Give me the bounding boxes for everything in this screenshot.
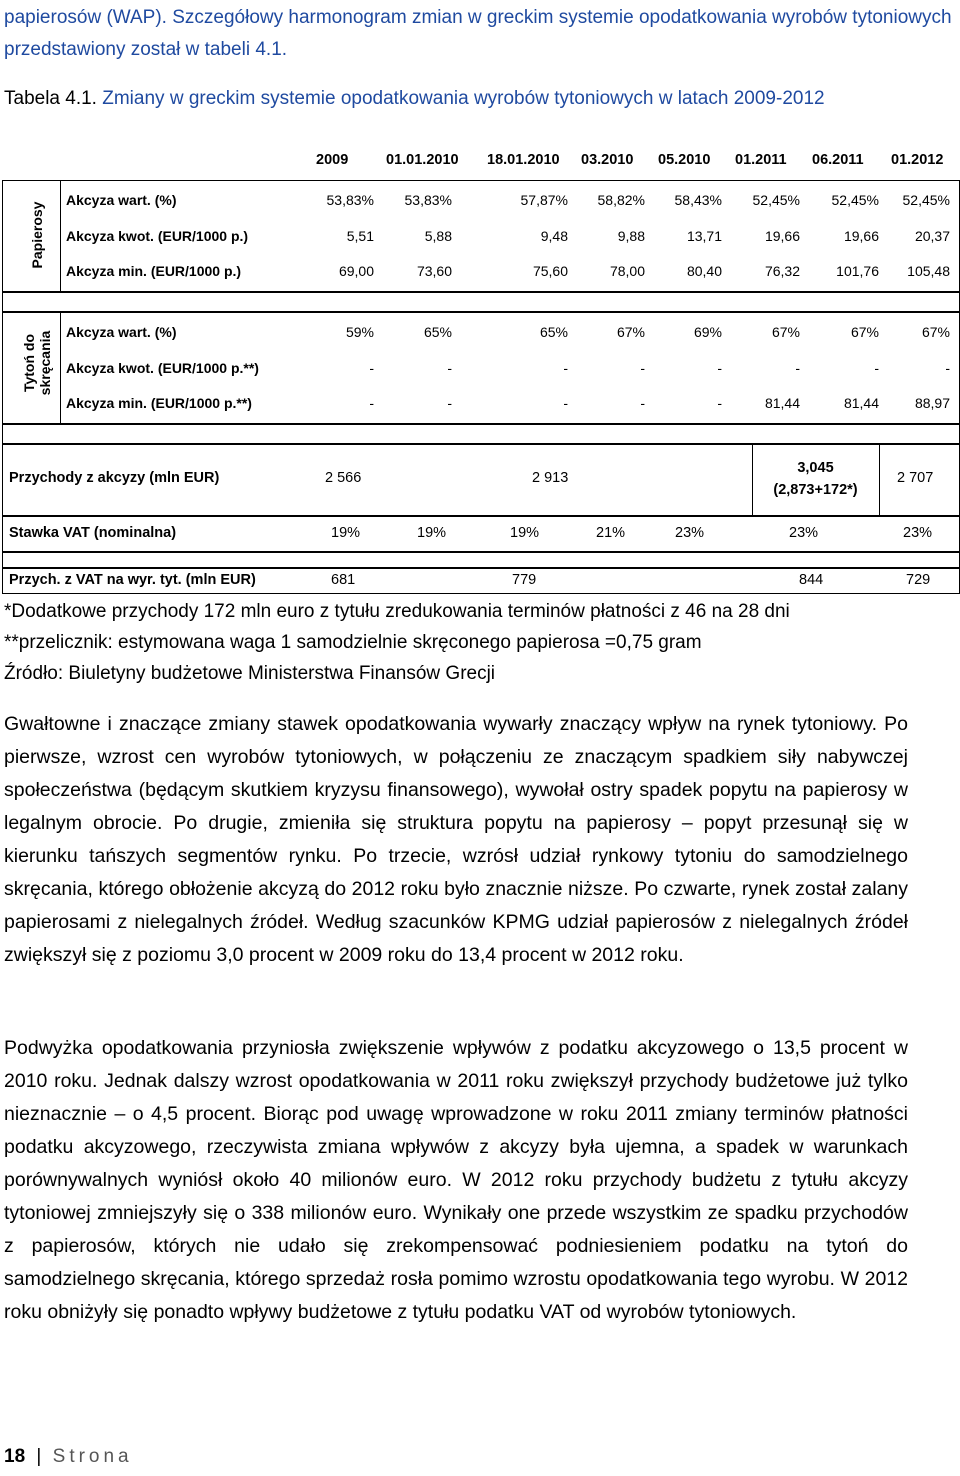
table-cell: 69%	[693, 324, 722, 340]
table-cell: 88,97	[914, 395, 950, 411]
table-cell: -	[447, 360, 452, 376]
table-cell: 67%	[850, 324, 879, 340]
vat-value: 23%	[903, 525, 933, 541]
table-cell: 105,48	[907, 263, 950, 279]
table-cell: 65%	[423, 324, 452, 340]
table-cell: 20,37	[914, 228, 950, 244]
table-cell: 5,88	[424, 228, 452, 244]
table-cell: 65%	[539, 324, 568, 340]
page-word: Strona	[52, 1446, 133, 1467]
table-cell: 9,48	[540, 228, 568, 244]
table-cell: 53,83%	[404, 192, 452, 208]
spacer-row	[2, 552, 960, 568]
table-cell: -	[563, 395, 568, 411]
header-date: 05.2010	[658, 152, 711, 168]
table-cell: 69,00	[338, 263, 374, 279]
row-label: Akcyza min. (EUR/1000 p.**)	[66, 395, 252, 411]
table-cell: 13,71	[686, 228, 722, 244]
revenue-2011: 3,045	[797, 460, 834, 476]
table-cell: -	[717, 395, 722, 411]
group-divider	[60, 180, 61, 292]
header-date: 03.2010	[581, 152, 634, 168]
group-divider	[60, 312, 61, 424]
table-cell: 81,44	[843, 395, 879, 411]
table-cell: 53,83%	[326, 192, 374, 208]
table-cell: 58,82%	[597, 192, 645, 208]
group-label-line: Tytoń do	[21, 333, 37, 393]
table-cell: -	[717, 360, 722, 376]
vat-revenue-value: 681	[331, 572, 356, 588]
group-label-line: skręcania	[37, 330, 53, 396]
table-cell: -	[640, 360, 645, 376]
table-cell: 52,45%	[752, 192, 800, 208]
header-date: 01.01.2010	[386, 152, 459, 168]
row-label: Akcyza wart. (%)	[66, 324, 177, 340]
footnote: *Dodatkowe przychody 172 mln euro z tytułu zredukowania terminów płatności z 46 na 28 dni	[4, 601, 790, 622]
header-date: 2009	[316, 152, 349, 168]
spacer-row	[2, 424, 960, 444]
table-cell: 19,66	[764, 228, 800, 244]
table-cell: -	[640, 395, 645, 411]
table-cell: 19,66	[843, 228, 879, 244]
footnote: **przelicznik: estymowana waga 1 samodzielnie skręconego papierosa =0,75 gram	[4, 632, 702, 653]
table-cell: -	[369, 360, 374, 376]
row-label: Akcyza kwot. (EUR/1000 p.)	[66, 228, 249, 244]
vat-value: 19%	[331, 525, 361, 541]
table-cell: -	[874, 360, 879, 376]
header-date: 06.2011	[812, 152, 864, 168]
table-cell: 101,76	[836, 263, 879, 279]
table-cell: 75,60	[532, 263, 568, 279]
table-cell: 52,45%	[831, 192, 879, 208]
cell-divider	[879, 444, 880, 516]
row-label: Akcyza wart. (%)	[66, 192, 177, 208]
table-cell: -	[945, 360, 950, 376]
table-cell: -	[447, 395, 452, 411]
revenue-2012: 2 707	[897, 470, 934, 486]
table-cell: -	[369, 395, 374, 411]
table-cell: 9,88	[617, 228, 645, 244]
vat-revenue-value: 844	[799, 572, 824, 588]
table-cell: 5,51	[346, 228, 374, 244]
vat-revenue-label: Przych. z VAT na wyr. tyt. (mln EUR)	[9, 572, 256, 588]
vat-value: 21%	[596, 525, 626, 541]
body-paragraph: Gwałtowne i znaczące zmiany stawek opodatkowania wywarły znaczący wpływ na rynek tytoniowy. Po pierwsze, wzrost cen wyrobów tytoniowych, w połączeniu ze znaczącym spadkiem siły nabywczej społeczeństwa (będącym skutkiem kryzysu finansowego), wywołał ostry spadek popytu na papierosy w legalnym obrocie. Po drugie, zmieniła się struktura popytu na papierosy – popyt przesunął się w kierunku tańszych segmentów rynku. Po trzecie, wzrósł udział rynkowy tytoniu do samodzielnego skręcania, którego obłożenie akcyzą do 2012 roku było znacznie niższe. Po czwarte, rynek został zalany papierosami z nielegalnych źródeł. Według szacunków KPMG udział papierosów z nielegalnych źródeł zwiększył się z poziomu 3,0 procent w 2009 roku do 13,4 procent w 2012 roku.	[4, 713, 908, 966]
table-cell: -	[563, 360, 568, 376]
source-note: Źródło: Biuletyny budżetowe Ministerstwa Finansów Grecji	[4, 663, 496, 684]
table-cell: 81,44	[764, 395, 800, 411]
cell-divider	[752, 444, 753, 516]
vat-revenue-value: 779	[512, 572, 537, 588]
group-label-tyton	[21, 309, 55, 417]
table-cell: 76,32	[764, 263, 800, 279]
header-date: 01.2011	[735, 152, 787, 168]
table-cell: 67%	[616, 324, 645, 340]
spacer-row	[2, 292, 960, 312]
table-cell: 58,43%	[674, 192, 722, 208]
revenue-2011-breakdown: (2,873+172*)	[773, 482, 858, 498]
vat-revenue-value: 729	[906, 572, 931, 588]
intro-text: papierosów (WAP). Szczegółowy harmonogram zmian w greckim systemie opodatkowania wyrobów tytoniowych przedstawiony został w tabeli 4.1.	[4, 7, 952, 60]
vat-value: 23%	[675, 525, 705, 541]
page-number: 18	[4, 1446, 26, 1467]
table-cell: 59%	[345, 324, 374, 340]
row-label: Akcyza min. (EUR/1000 p.)	[66, 263, 242, 279]
header-date: 18.01.2010	[487, 152, 560, 168]
table-cell: 67%	[771, 324, 800, 340]
vat-label: Stawka VAT (nominalna)	[9, 525, 177, 541]
revenue-2010: 2 913	[532, 470, 569, 486]
revenue-label: Przychody z akcyzy (mln EUR)	[9, 470, 220, 486]
page-footer	[4, 1446, 133, 1468]
vat-value: 19%	[510, 525, 540, 541]
table-cell: 80,40	[686, 263, 722, 279]
table-caption-label: Tabela 4.1.	[4, 88, 97, 109]
footer-separator: |	[36, 1446, 42, 1467]
group-label-papierosy: Papierosy	[29, 201, 45, 269]
table-caption-text: Zmiany w greckim systemie opodatkowania wyrobów tytoniowych w latach 2009-2012	[102, 88, 825, 109]
table-cell: 78,00	[609, 263, 645, 279]
vat-value: 19%	[417, 525, 447, 541]
table-cell: -	[795, 360, 800, 376]
table-cell: 52,45%	[902, 192, 950, 208]
table-cell: 67%	[921, 324, 950, 340]
vat-value: 23%	[789, 525, 819, 541]
header-date: 01.2012	[891, 152, 944, 168]
row-label: Akcyza kwot. (EUR/1000 p.**)	[66, 360, 259, 376]
body-paragraph: Podwyżka opodatkowania przyniosła zwiększenie wpływów z podatku akcyzowego o 13,5 procent w 2010 roku. Jednak dalszy wzrost opodatkowania w 2011 roku zwiększył przychody budżetowe już tylko nieznacznie – o 4,5 procent. Biorąc pod uwagę wprowadzone w roku 2011 zmiany terminów płatności podatku akcyzowego, rzeczywista zmiana wpływów z akcyzy była ujemna, a spadek w warunkach porównywalnych wyniósł około 40 milionów euro. W 2012 roku przychody budżetu z tytułu akcyzy tytoniowej zmniejszyły się o 338 milionów euro. Wynikały one przede wszystkim ze spadku przychodów z papierosów, których nie udało się zrekompensować podniesieniem podatku na tytoń do samodzielnego skręcania, którego sprzedaż rosła pomimo wzrostu opodatkowania tego wyrobu. W 2012 roku obniżyły się ponadto wpływy budżetowe z tytułu podatku VAT od wyrobów tytoniowych.	[4, 1037, 908, 1323]
revenue-2009: 2 566	[325, 470, 362, 486]
table-caption	[4, 84, 954, 114]
table-cell: 73,60	[416, 263, 452, 279]
table-cell: 57,87%	[520, 192, 568, 208]
